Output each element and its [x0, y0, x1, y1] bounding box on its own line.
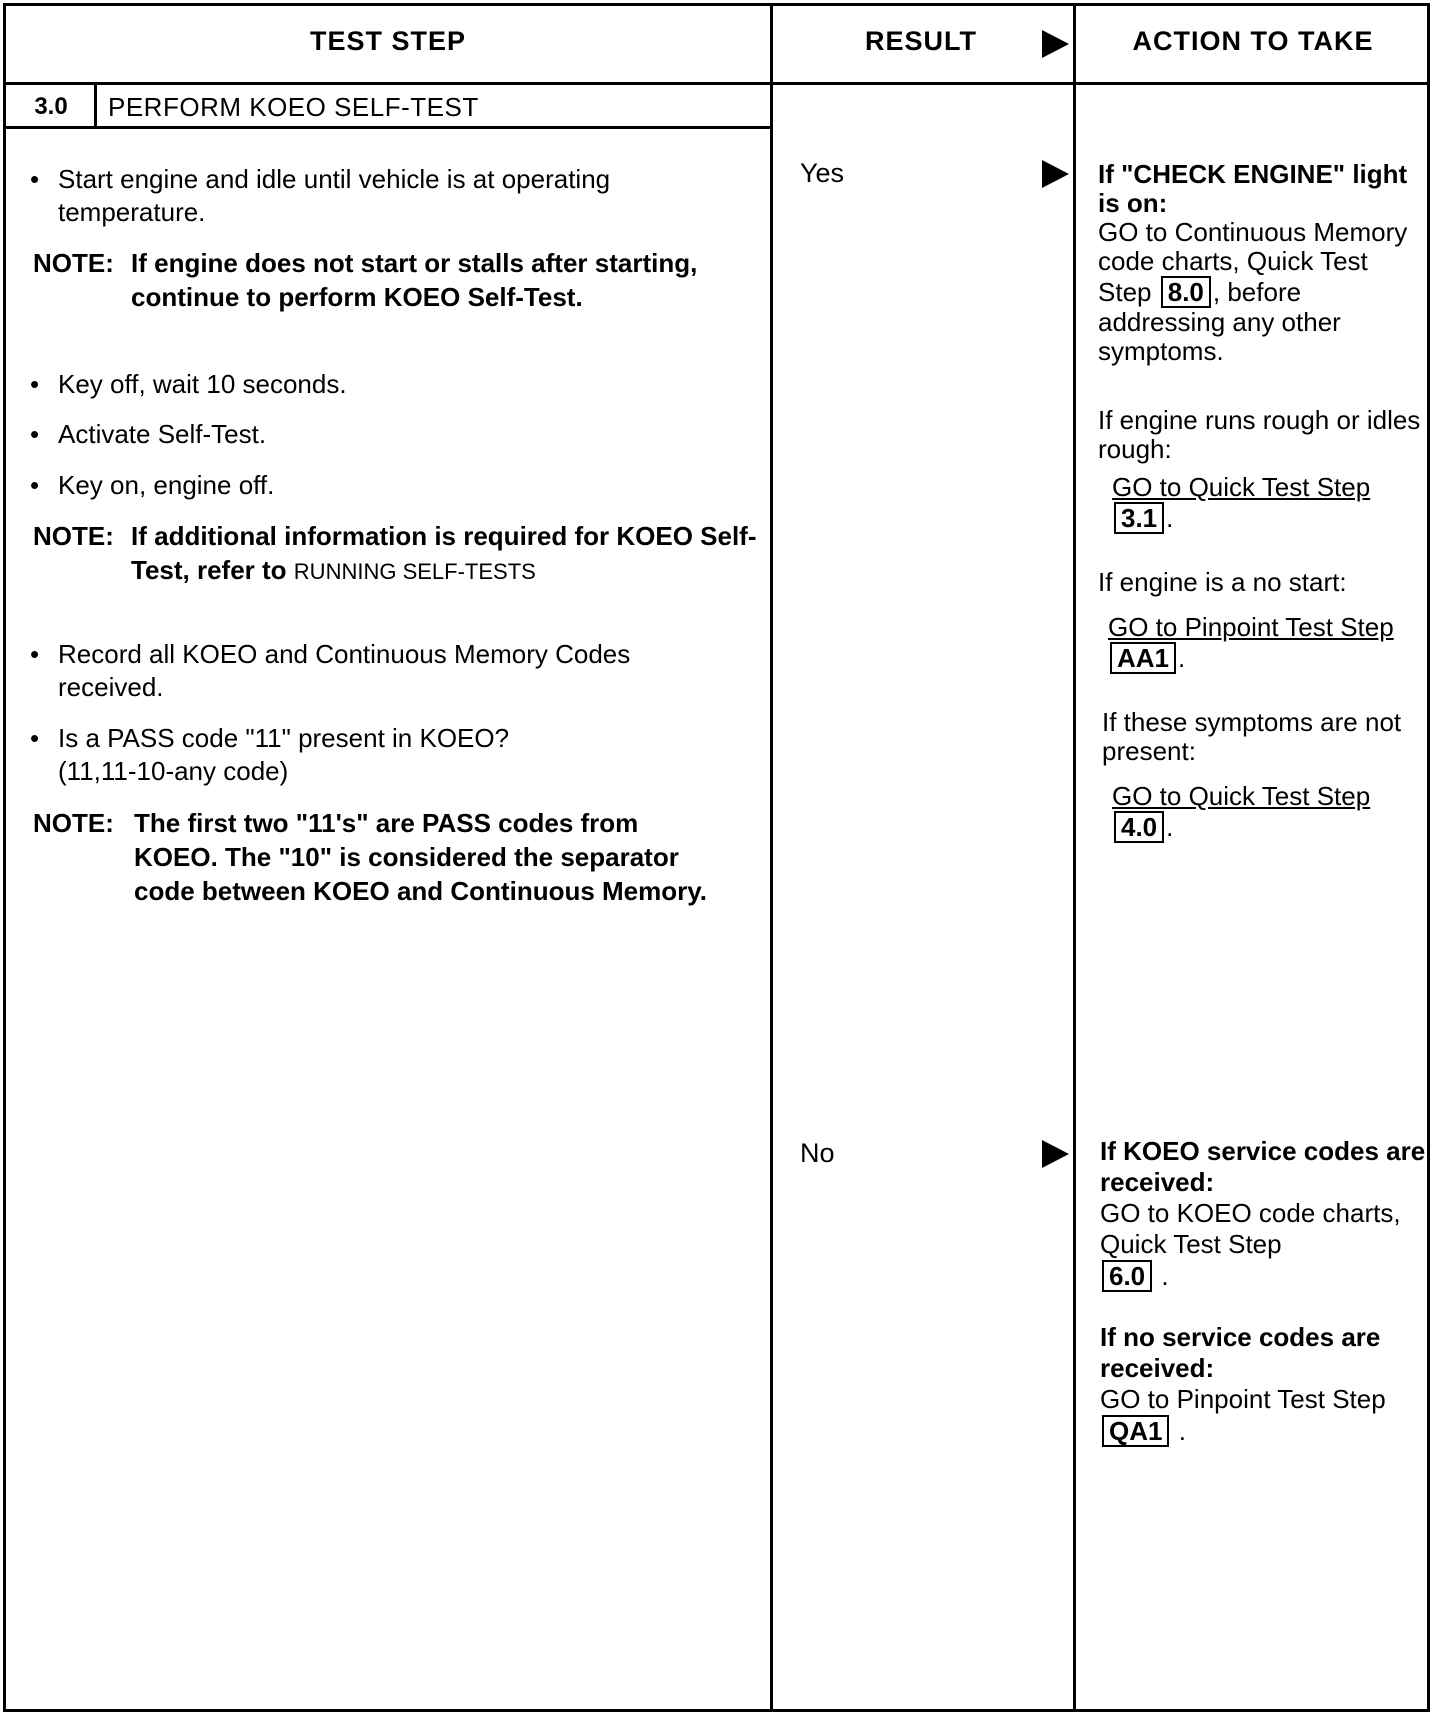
bullet-icon: •: [30, 164, 40, 194]
header-test-step: TEST STEP: [309, 25, 467, 56]
note-label: NOTE:: [33, 248, 114, 278]
step-title: PERFORM KOEO SELF-TEST: [108, 91, 479, 122]
action-check-engine: [1098, 160, 1428, 366]
period: .: [1178, 643, 1186, 673]
note-block: [33, 246, 723, 314]
period: .: [1178, 1416, 1186, 1446]
bullet-icon: •: [30, 723, 40, 753]
bullet-icon: •: [30, 639, 40, 669]
step-ref-6-0: 6.0: [1102, 1260, 1152, 1292]
step-ref-4-0: 4.0: [1114, 811, 1164, 843]
action-condition: If no service codes are received:: [1100, 1322, 1381, 1383]
action-instruction: GO to Pinpoint Test Step: [1108, 612, 1394, 642]
action-instruction: GO to Continuous Memory code charts, Quick Test Step: [1098, 217, 1408, 307]
step-instruction: Key off, wait 10 seconds.: [58, 369, 347, 399]
period: .: [1161, 1261, 1169, 1291]
period: .: [1166, 812, 1174, 842]
step-question-detail: (11,11-10-any code): [58, 756, 289, 786]
bullet-icon: •: [30, 369, 40, 399]
step-instruction: Start engine and idle until vehicle is at operating temperature.: [58, 164, 611, 227]
action-instruction: GO to KOEO code charts, Quick Test Step: [1100, 1198, 1401, 1259]
step-ref-aa1: AA1: [1110, 642, 1176, 674]
header-action: ACTION TO TAKE: [1132, 25, 1374, 56]
note-text: If engine does not start or stalls after starting, continue to perform KOEO Self-Test.: [131, 248, 698, 312]
action-condition: If engine is a no start:: [1098, 567, 1347, 597]
action-instruction: GO to Quick Test Step: [1112, 781, 1371, 811]
list-item: [30, 368, 730, 401]
bullet-icon: •: [30, 470, 40, 500]
step-instruction: Record all KOEO and Continuous Memory Codes received.: [58, 639, 631, 702]
action-condition: If engine runs rough or idles rough:: [1098, 405, 1421, 464]
action-no-start: [1098, 568, 1428, 674]
bullet-icon: •: [30, 419, 40, 449]
note-block: [33, 519, 763, 589]
step-number-divider: [94, 84, 97, 126]
step-number: 3.0: [34, 93, 68, 120]
note-text: If additional information is required for KOEO Self-Test, refer to: [131, 521, 757, 585]
note-label: NOTE:: [33, 808, 114, 838]
note-text: The first two "11's" are PASS codes from KOEO. The "10" is considered the separator code between KOEO and Continuous Memory.: [134, 808, 708, 906]
result-no: No: [800, 1138, 835, 1168]
arrow-yes-icon: [1042, 160, 1069, 188]
list-item: [30, 418, 730, 451]
reference-running-self-tests: RUNNING SELF-TESTS: [293, 559, 536, 584]
result-yes: Yes: [800, 158, 845, 188]
action-no-service-codes: [1100, 1322, 1430, 1447]
list-item: [30, 638, 730, 704]
step-instruction: Activate Self-Test.: [58, 419, 267, 449]
step-ref-8-0: 8.0: [1161, 276, 1211, 308]
action-runs-rough: [1098, 406, 1428, 534]
list-item: [30, 163, 730, 229]
action-instruction: GO to Pinpoint Test Step: [1100, 1384, 1386, 1414]
action-condition: If "CHECK ENGINE" light is on:: [1098, 159, 1408, 218]
divider-test-result: [770, 3, 773, 1712]
arrow-no-icon: [1042, 1140, 1069, 1168]
step-instruction: Key on, engine off.: [58, 470, 275, 500]
header-rule: [3, 82, 1430, 85]
action-service-codes: [1100, 1136, 1430, 1292]
action-not-present: [1102, 708, 1432, 843]
action-instruction-tail: , before addressing any other symptoms.: [1098, 277, 1341, 366]
step-title-rule: [3, 126, 773, 129]
step-ref-3-1: 3.1: [1114, 502, 1164, 534]
list-item: [30, 469, 730, 502]
note-label: NOTE:: [33, 521, 114, 551]
divider-result-action: [1073, 3, 1076, 1712]
step-ref-qa1: QA1: [1102, 1415, 1169, 1447]
action-instruction: GO to Quick Test Step: [1112, 472, 1371, 502]
action-condition: If KOEO service codes are received:: [1100, 1136, 1426, 1197]
action-condition: If these symptoms are not present:: [1102, 707, 1402, 766]
period: .: [1166, 503, 1174, 533]
note-block: [33, 806, 713, 908]
header-arrow-icon: [1042, 30, 1069, 58]
header-result: RESULT: [865, 25, 977, 56]
list-item: [30, 722, 730, 788]
step-question: Is a PASS code "11" present in KOEO?: [58, 723, 510, 753]
